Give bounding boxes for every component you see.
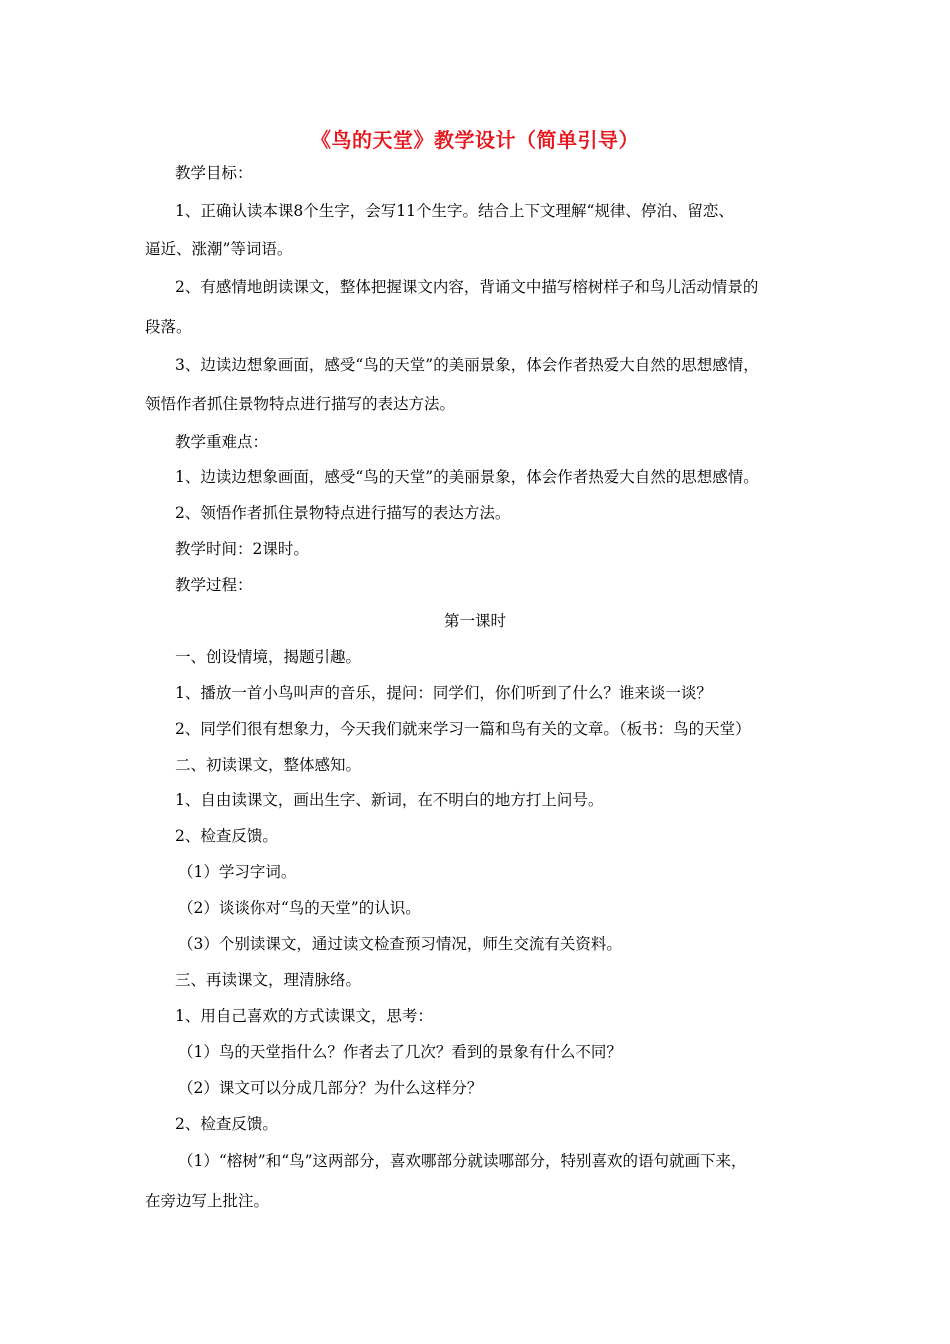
section-three-substep-2: （2）课文可以分成几部分？为什么这样分？ xyxy=(178,1079,483,1097)
section-three-feedback-line-1: （1）“榕树”和“鸟”这两部分，喜欢哪部分就读哪部分，特别喜欢的语句就画下来， xyxy=(178,1152,747,1170)
goal-3-line-1: 3、边读边想象画面，感受“鸟的天堂”的美丽景象，体会作者热爱大自然的思想感情， xyxy=(175,356,759,374)
section-three-heading: 三、再读课文，理清脉络。 xyxy=(175,971,362,989)
goal-1-line-2: 逼近、涨潮”等词语。 xyxy=(145,240,293,258)
goal-3-line-2: 领悟作者抓住景物特点进行描写的表达方法。 xyxy=(145,395,456,413)
section-two-step-1: 1、自由读课文，画出生字、新词，在不明白的地方打上问号。 xyxy=(175,791,604,809)
section-three-step-2: 2、检查反馈。 xyxy=(175,1115,278,1133)
key-point-2: 2、领悟作者抓住景物特点进行描写的表达方法。 xyxy=(175,504,511,522)
section-three-step-1: 1、用自己喜欢的方式读课文，思考： xyxy=(175,1007,433,1025)
document-title: 《鸟的天堂》教学设计（简单引导） xyxy=(311,128,639,152)
section-one-heading: 一、创设情境，揭题引趣。 xyxy=(175,648,362,666)
section-one-step-1: 1、播放一首小鸟叫声的音乐，提问：同学们，你们听到了什么？谁来谈一谈？ xyxy=(175,684,712,702)
heading-teaching-process: 教学过程： xyxy=(175,576,253,594)
teaching-time: 教学时间：2课时。 xyxy=(175,540,309,558)
section-two-substep-1: （1）学习字词。 xyxy=(178,863,297,881)
section-two-heading: 二、初读课文，整体感知。 xyxy=(175,756,362,774)
section-three-feedback-line-2: 在旁边写上批注。 xyxy=(145,1192,270,1210)
lesson-one-heading: 第一课时 xyxy=(443,612,506,630)
section-three-substep-1: （1）鸟的天堂指什么？作者去了几次？看到的景象有什么不同？ xyxy=(178,1043,622,1061)
heading-key-points: 教学重难点： xyxy=(175,433,269,451)
section-two-substep-2: （2）谈谈你对“鸟的天堂”的认识。 xyxy=(178,899,421,917)
section-one-step-2: 2、同学们很有想象力，今天我们就来学习一篇和鸟有关的文章。（板书：鸟的天堂） xyxy=(175,720,751,738)
heading-teaching-goals: 教学目标： xyxy=(175,164,253,182)
section-two-substep-3: （3）个别读课文，通过读文检查预习情况，师生交流有关资料。 xyxy=(178,935,622,953)
goal-1-line-1: 1、正确认读本课8个生字，会写11个生字。结合上下文理解“规律、停泊、留恋、 xyxy=(175,202,734,220)
goal-2-line-2: 段落。 xyxy=(145,318,192,336)
goal-2-line-1: 2、有感情地朗读课文，整体把握课文内容，背诵文中描写榕树样子和鸟儿活动情景的 xyxy=(175,278,759,296)
section-two-step-2: 2、检查反馈。 xyxy=(175,827,278,845)
key-point-1: 1、边读边想象画面，感受“鸟的天堂”的美丽景象，体会作者热爱大自然的思想感情。 xyxy=(175,468,759,486)
